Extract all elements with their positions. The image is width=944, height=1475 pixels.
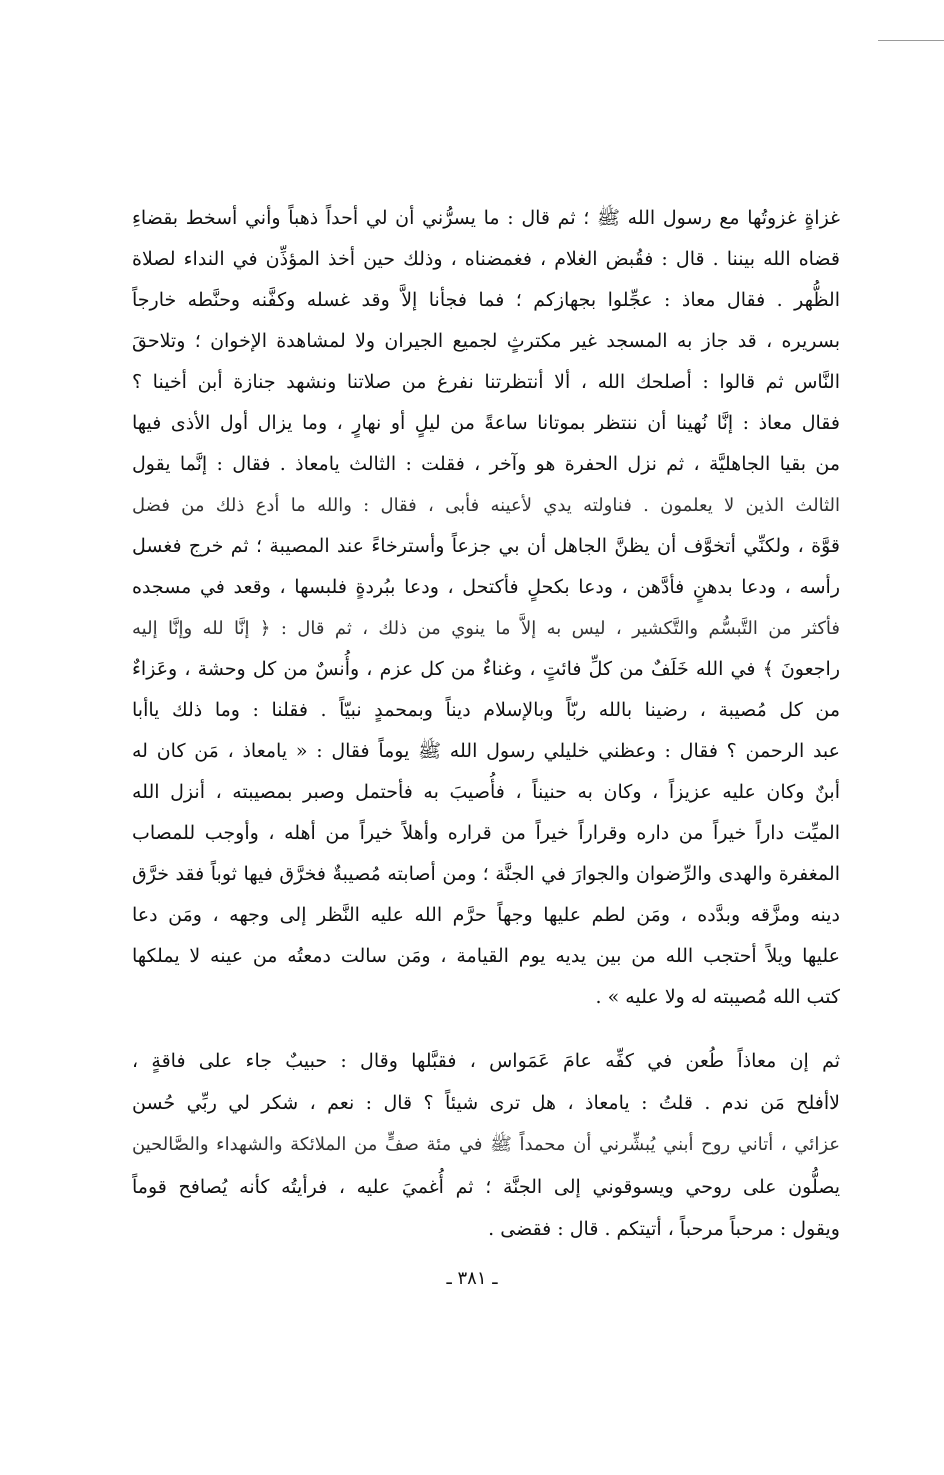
text-line: عليها ويلاً أحتجب الله من بين يديه يوم القيامة ، ومَن سالت دمعتُه من عينه لا يملكها bbox=[132, 945, 840, 967]
text-line: الثالث الذين لا يعلمون . فناولته يدي لأعينه فأبى ، فقال : والله ما أدع ذلك من فضل bbox=[132, 495, 840, 516]
text-line: أبنٌ وكان عليه عزيزاً ، وكان به حنيناً ، فأُصيبَ به فأحتمل وصبر بمصيبته ، أنزل الله bbox=[132, 781, 840, 803]
paragraph-1 bbox=[132, 198, 840, 1018]
text-line: راجعونَ ﴾ في الله خَلَفٌ من كلِّ فائتٍ ، وغناءٌ من كل عزم ، وأُنسٌ من كل وحشة ، وعَزاءٌ bbox=[132, 658, 840, 680]
text-line: ويقول : مرحباً مرحباً ، أتيتكم . قال : فقضى . bbox=[488, 1218, 840, 1240]
text-line: رأسه ، ودعا بدهنٍ فأدَّهن ، ودعا بكحلٍ فأكتحل ، ودعا ببُردةٍ فلبسها ، وقعد في مسجده bbox=[132, 576, 840, 598]
text-line: دينه ومزَّقه وبدَّده ، ومَن لطم عليها وجهاً حرَّم الله عليه النَّظر إلى وجهه ، ومَن دعا bbox=[132, 904, 840, 926]
text-line: المغفرة والهدى والرِّضوان والجوارَ في الجنَّة ؛ ومن أصابته مُصيبةٌ فخرَّق فيها ثوباً فقد خرَّق bbox=[132, 863, 840, 885]
page-number: ـ ٣٨١ ـ bbox=[446, 1268, 498, 1289]
text-line: فقال معاذ : إنَّا نُهينا أن ننتظر بموتانا ساعةً من ليلٍ أو نهارٍ ، وما يزال أول الأذى فيها bbox=[132, 412, 840, 434]
text-line: غزاةٍ غزوتُها مع رسول الله ﷺ ؛ ثم قال : ما يسرُّني أن لي أحداً ذهباً وأني أسخط بقضاءِ bbox=[132, 207, 840, 229]
text-line: يصلُّون على روحي ويسوقوني إلى الجنَّة ؛ ثم أُغميَ عليه ، فرأيتُه كأنه يُصافح قوماً bbox=[132, 1176, 840, 1198]
text-line: عبد الرحمن ؟ فقال : وعظني خليلي رسول الله ﷺ يوماً فقال : « يامعاذ ، مَن كان له bbox=[132, 740, 840, 762]
corner-rule-divider bbox=[878, 40, 944, 41]
paragraph-2 bbox=[132, 1040, 840, 1250]
text-line: كتب الله مُصيبته له ولا عليه » . bbox=[595, 986, 840, 1008]
text-line: من كل مُصيبة ، رضينا بالله ربّاً وبالإسلام ديناً وبمحمدٍ نبيّاً . فقلنا : وما ذلك ياأبا bbox=[132, 699, 840, 721]
text-line: بسريره ، قد جاز به المسجد غير مكترثٍ لجميع الجيران ولا لمشاهدة الإخوان ؛ وتلاحقَ bbox=[132, 330, 840, 352]
text-line: لاأفلح مَن ندم . قلتُ : يامعاذ ، هل ترى شيئاً ؟ قال : نعم ، شكر لي ربِّي حُسن bbox=[132, 1092, 840, 1114]
text-line: عزائي ، أتاني روح أبني يُبشِّرني أن محمداً ﷺ في مئة صفٍّ من الملائكة والشهداء والصَّالحين bbox=[132, 1134, 840, 1155]
text-line: ثم إن معاذاً طُعن في كفِّه عامَ عَمَواس ، فقبَّلها وقال : حبيبٌ جاء على فاقةٍ ، bbox=[132, 1050, 840, 1072]
text-line: الظُّهر . فقال معاذ : عجِّلوا بجهازكم ؛ فما فجأنا إلاَّ وقد غسله وكفَّنه وحنَّطه خارجاً bbox=[132, 289, 840, 311]
text-line: قوَّة ، ولكنِّي أتخوَّف أن يظنَّ الجاهل أن بي جزعاً وأسترخاءً عند المصيبة ؛ ثم خرج فغسل bbox=[132, 535, 840, 557]
text-line: قضاه الله بيننا . قال : فقُبض الغلام ، فغمضناه ، وذلك حين أخذ المؤذِّن في النداء لصلاة bbox=[132, 248, 840, 270]
text-line: النَّاس ثم قالوا : أصلحك الله ، ألا أنتظرتنا نفرغ من صلاتنا ونشهد جنازة أبن أخينا ؟ bbox=[132, 371, 840, 393]
text-line: فأكثر من التَّبسُّم والتَّكشير ، ليس به إلاَّ ما ينوي من ذلك ، ثم قال : ﴿ إنَّا لله وإنَّا إليه bbox=[132, 618, 840, 639]
text-line: الميِّت داراً خيراً من داره وقراراً خيراً من قراره وأهلاً خيراً من أهله ، وأوجب للمصاب bbox=[132, 822, 840, 844]
text-line: من بقيا الجاهليَّة ، ثم نزل الحفرة هو وآخر ، فقلت : الثالث يامعاذ . فقال : إنَّما يقول bbox=[132, 453, 840, 475]
